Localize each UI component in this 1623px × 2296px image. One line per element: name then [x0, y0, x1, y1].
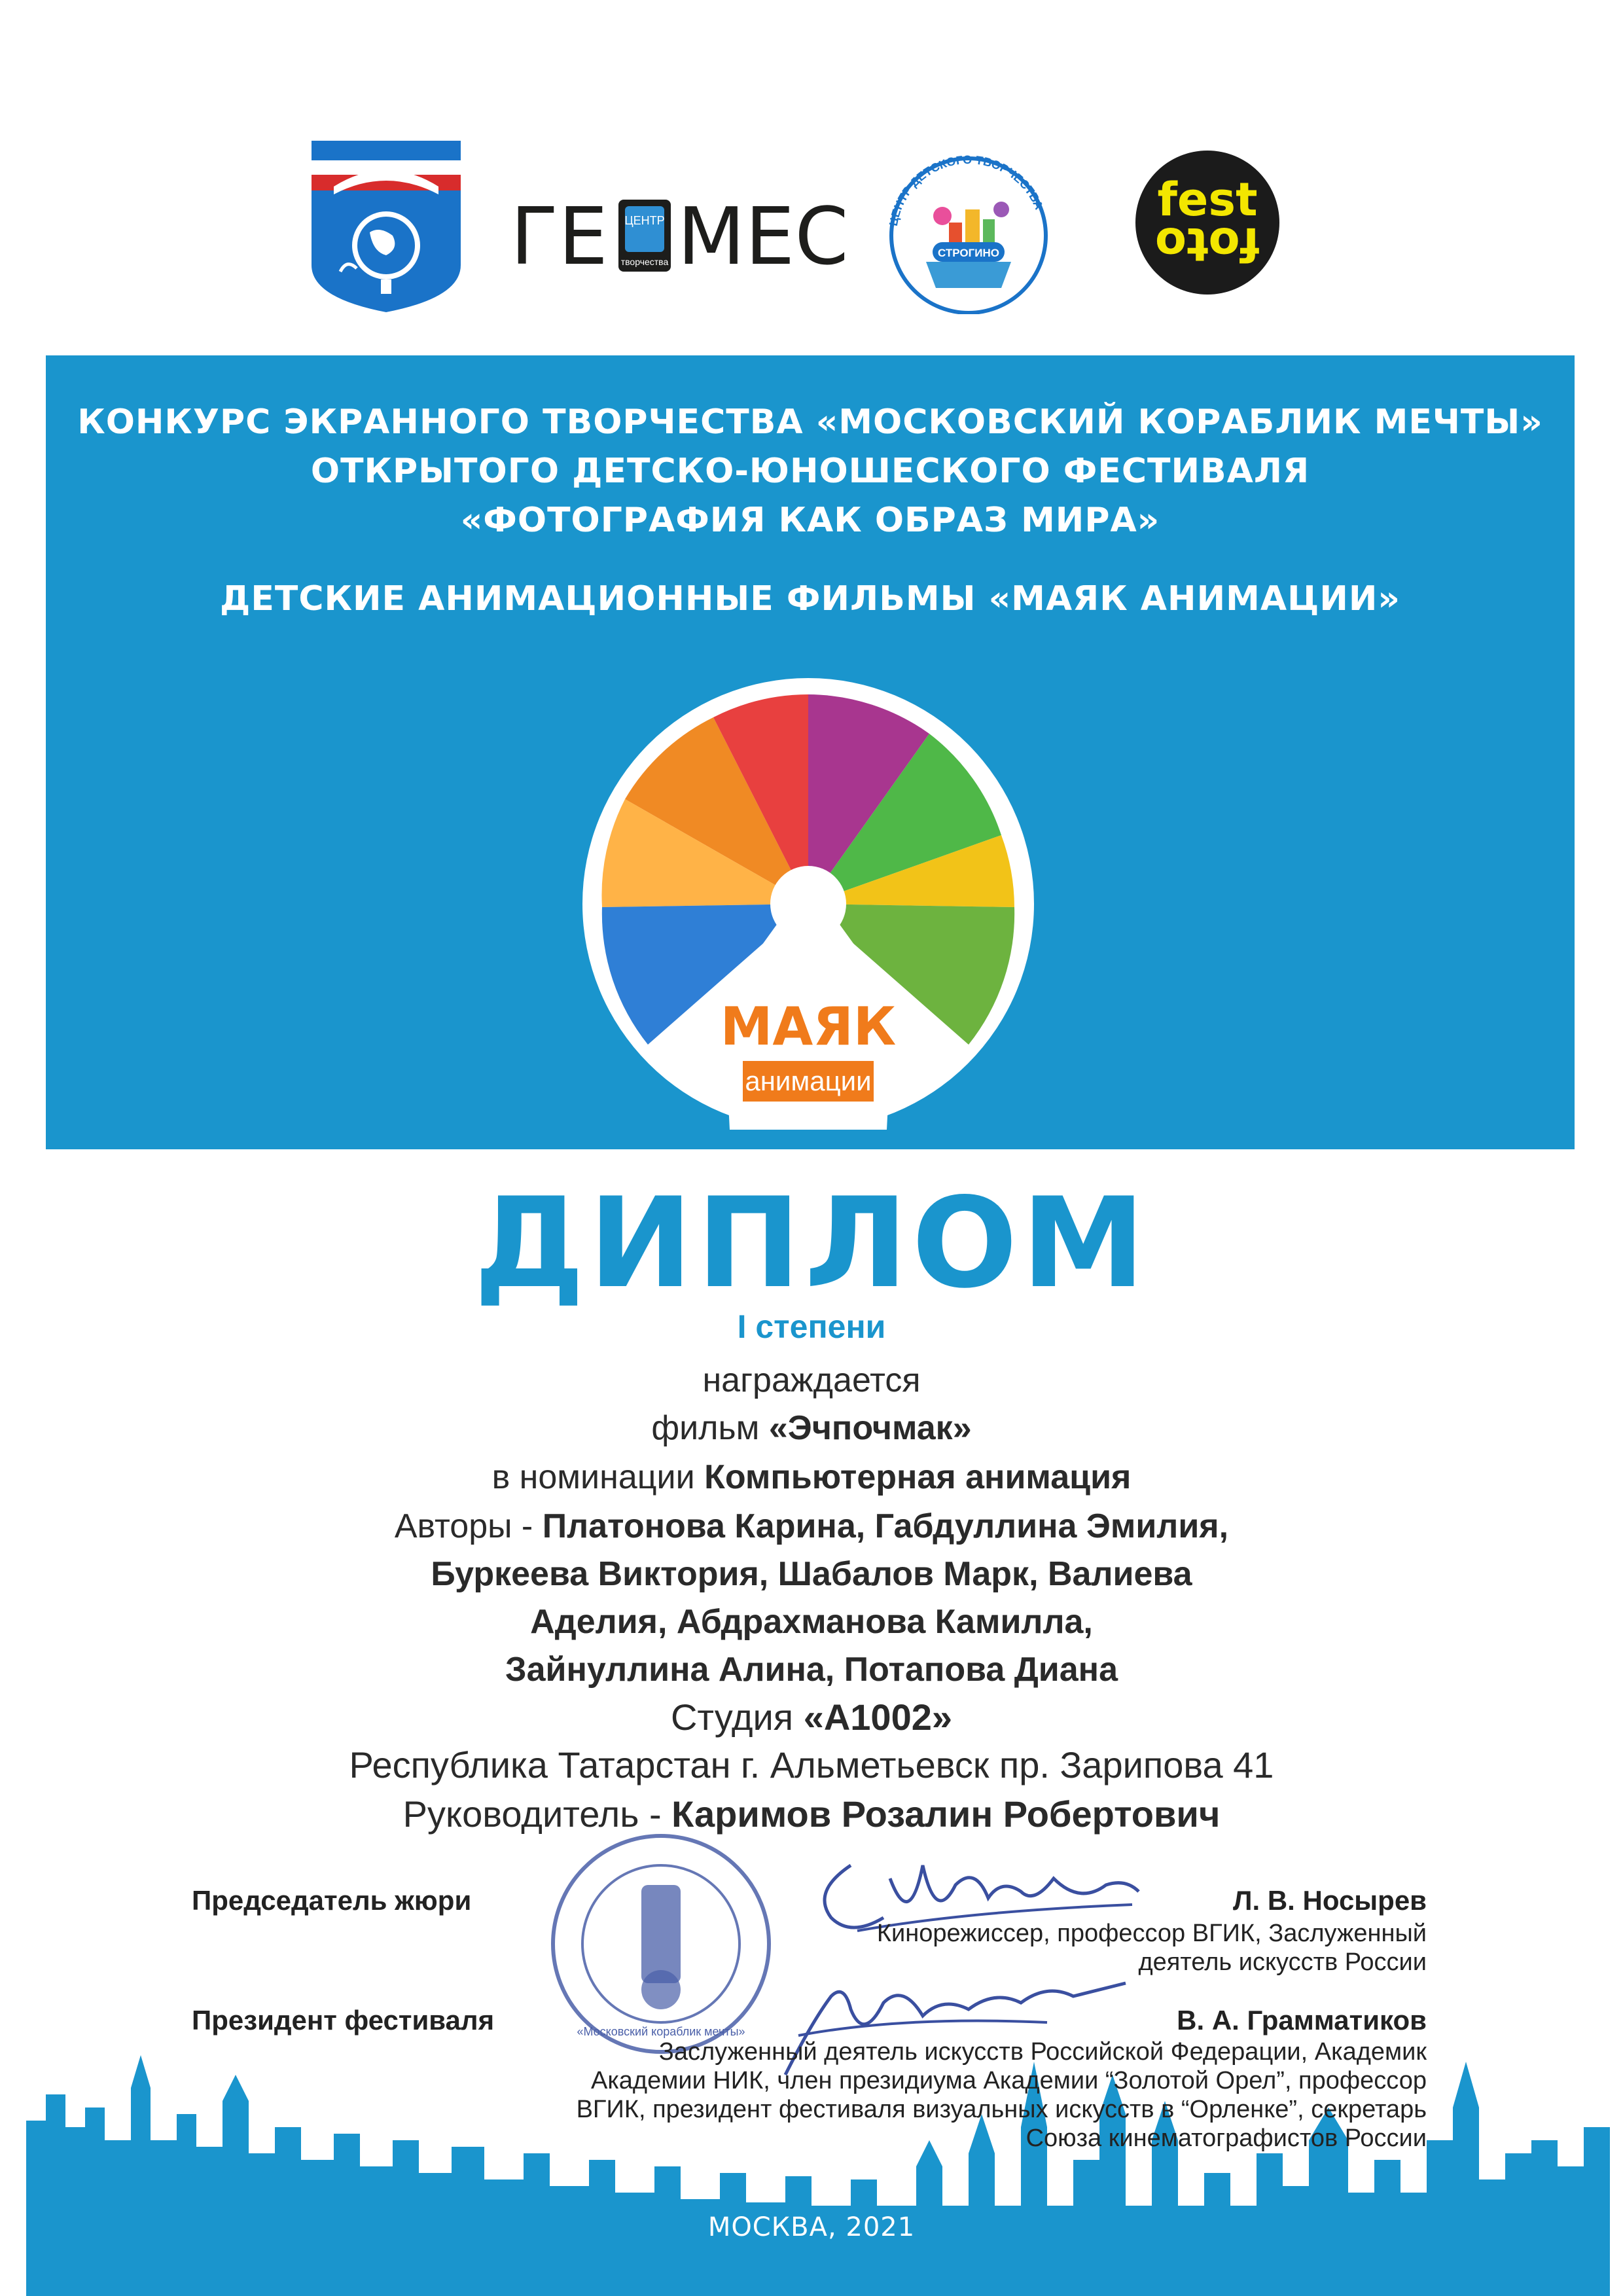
film-prefix: фильм: [651, 1409, 760, 1447]
banner-title-line-3: «ФОТОГРАФИЯ КАК ОБРАЗ МИРА»: [460, 501, 1160, 540]
stamp-text: «Московский кораблик мечты»: [577, 2025, 745, 2038]
stamp-film-icon: [641, 1885, 681, 1983]
president-description: Заслуженный деятель искусств Российской Федерации, Академик Академии НИК, член президиума Академии “Золотой Орел”, профессор ВГИК, президент фестиваля визуальных искусств в “Орленке”, секретарь Союза кинематографистов России: [576, 2038, 1427, 2152]
studio-line: [0, 1696, 1623, 1738]
banner-title-line-1: КОНКУРС ЭКРАННОГО ТВОРЧЕСТВА «МОСКОВСКИЙ КОРАБЛИК МЕЧТЫ»: [77, 403, 1543, 442]
authors-line-4: [0, 1649, 1623, 1691]
studio-prefix: Студия: [670, 1696, 794, 1738]
diploma-degree: I степени: [737, 1308, 886, 1345]
nomination-prefix: в номинации: [491, 1458, 695, 1496]
authors-names-4: Зайнуллина Алина, Потапова Диана: [505, 1651, 1118, 1689]
nomination-name: Компьютерная анимация: [704, 1458, 1132, 1496]
germes-word-right: МЕС: [677, 192, 844, 283]
ministry-globe-book-icon: [308, 141, 465, 314]
germes-wordmark-icon: [510, 187, 844, 285]
film-line: [0, 1407, 1623, 1449]
strogino-ring-icon: [870, 144, 1067, 314]
logo-row: [0, 124, 1623, 321]
chair-description: Кинорежиссер, профессор ВГИК, Заслуженный деятель искусств России: [876, 1920, 1427, 1976]
diploma-title: ДИПЛОМ: [474, 1171, 1149, 1316]
city-year-footer: МОСКВА, 2021: [707, 2212, 916, 2242]
germes-word-left: ГЕ: [510, 192, 609, 283]
strogino-logo: [870, 144, 1067, 314]
wheel-hub: [770, 866, 846, 942]
authors-names-1: Платонова Карина, Габдуллина Эмилия,: [542, 1507, 1229, 1545]
foto-word: foto: [1154, 217, 1260, 271]
leader-name: Каримов Розалин Робертович: [671, 1793, 1221, 1835]
banner-subtitle: ДЕТСКИЕ АНИМАЦИОННЫЕ ФИЛЬМЫ «МАЯК АНИМАЦИИ»: [220, 579, 1400, 619]
fest-foto-badge: [1135, 151, 1279, 295]
address-line: Республика Татарстан г. Альметьевск пр. Зарипова 41: [349, 1744, 1274, 1785]
film-name: «Эчпочмак»: [768, 1409, 972, 1447]
ministry-logo: [308, 141, 465, 314]
authors-prefix: Авторы -: [394, 1507, 533, 1545]
banner-title-line-2: ОТКРЫТОГО ДЕТСКО-ЮНОШЕСКОГО ФЕСТИВАЛЯ: [310, 452, 1310, 491]
president-label: Президент фестиваля: [192, 2005, 495, 2036]
strogino-ribbon-text: СТРОГИНО: [938, 247, 999, 259]
authors-line-1: [0, 1505, 1623, 1547]
nomination-line: [0, 1456, 1623, 1498]
authors-line-2: [0, 1553, 1623, 1595]
mayak-subtitle: анимации: [745, 1066, 872, 1096]
fest-foto-logo: [1135, 151, 1279, 295]
germes-sub-bottom: творчества: [620, 257, 669, 267]
awarded-text: награждается: [702, 1361, 921, 1399]
leader-line: [0, 1793, 1623, 1835]
leader-prefix: Руководитель -: [402, 1793, 662, 1835]
studio-name: «А1002»: [803, 1696, 952, 1738]
festival-banner: [46, 355, 1575, 1149]
fest-word: fest: [1157, 173, 1258, 226]
germes-logo: [510, 187, 844, 285]
authors-line-3: [0, 1601, 1623, 1643]
chair-name: Л. В. Носырев: [1233, 1885, 1427, 1916]
festival-stamp: [543, 1826, 779, 2062]
authors-names-3: Аделия, Абдрахманова Камилла,: [530, 1603, 1093, 1641]
mayak-wheel-logo: [563, 658, 1054, 1149]
president-name: В. А. Грамматиков: [1177, 2005, 1427, 2036]
germes-sub-top: ЦЕНТР: [624, 214, 665, 227]
strogino-ring-text: ЦЕНТР ДЕТСКОГО ТВОРЧЕСТВА: [886, 152, 1046, 227]
mayak-title: МАЯК: [720, 996, 897, 1057]
chair-label: Председатель жюри: [192, 1885, 472, 1916]
authors-names-2: Буркеева Виктория, Шабалов Марк, Валиева: [431, 1555, 1192, 1593]
